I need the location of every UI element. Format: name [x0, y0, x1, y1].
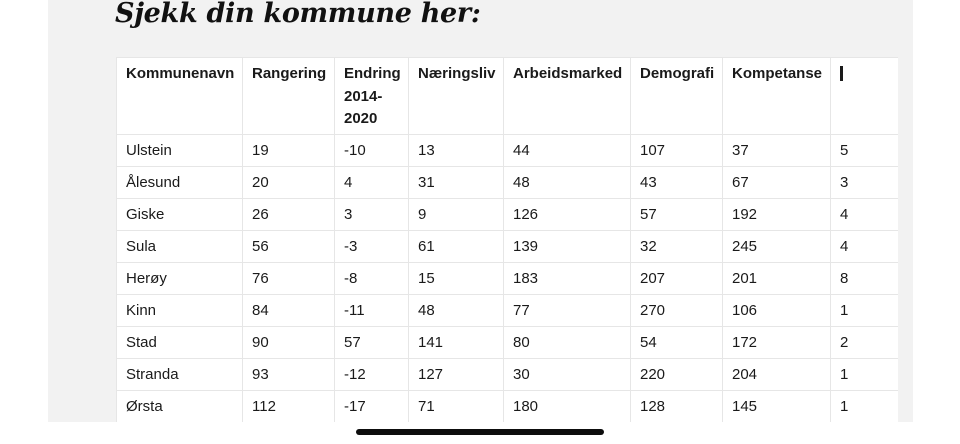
table-cell: 1: [831, 295, 899, 327]
table-cell: 57: [335, 327, 409, 359]
table-cell: 3: [335, 199, 409, 231]
table-row: [117, 263, 899, 295]
table-cell: 20: [243, 167, 335, 199]
table-cell: 9: [409, 199, 504, 231]
table-cell: 76: [243, 263, 335, 295]
table-cell: 192: [723, 199, 831, 231]
table-cell-kommunenavn: Ørsta: [117, 391, 243, 423]
table-cell: 43: [631, 167, 723, 199]
table-cell: 141: [409, 327, 504, 359]
table-cell: 48: [409, 295, 504, 327]
column-header-truncated[interactable]: [831, 58, 899, 135]
column-header-demografi[interactable]: Demografi: [631, 58, 723, 135]
table-cell: 37: [723, 135, 831, 167]
table-row: [117, 295, 899, 327]
table-row: [117, 231, 899, 263]
table-row: [117, 199, 899, 231]
table-cell: -11: [335, 295, 409, 327]
table-cell-kommunenavn: Stranda: [117, 359, 243, 391]
column-header-endring[interactable]: Endring 2014-2020: [335, 58, 409, 135]
table-cell: 31: [409, 167, 504, 199]
table-cell: 172: [723, 327, 831, 359]
table-cell-kommunenavn: Ulstein: [117, 135, 243, 167]
table-scroll-container[interactable]: [116, 57, 898, 422]
table-row: [117, 167, 899, 199]
table-cell: -12: [335, 359, 409, 391]
table-cell: -3: [335, 231, 409, 263]
truncated-header-mark: [840, 66, 843, 81]
table-cell-kommunenavn: Sula: [117, 231, 243, 263]
table-cell: 245: [723, 231, 831, 263]
section-heading: Sjekk din kommune her:: [115, 0, 481, 29]
table-cell: 4: [831, 199, 899, 231]
column-header-arbeidsmarked[interactable]: Arbeidsmarked: [504, 58, 631, 135]
table-cell: 183: [504, 263, 631, 295]
table-cell: 107: [631, 135, 723, 167]
table-cell: 106: [723, 295, 831, 327]
table-cell: 90: [243, 327, 335, 359]
home-indicator-bar[interactable]: [356, 429, 604, 435]
table-cell-kommunenavn: Kinn: [117, 295, 243, 327]
table-cell: 30: [504, 359, 631, 391]
table-cell: 80: [504, 327, 631, 359]
municipality-table: [116, 57, 898, 422]
column-header-rangering[interactable]: Rangering: [243, 58, 335, 135]
table-cell: 48: [504, 167, 631, 199]
table-cell: 201: [723, 263, 831, 295]
table-cell: 1: [831, 359, 899, 391]
table-cell: 19: [243, 135, 335, 167]
table-cell: 145: [723, 391, 831, 423]
table-body: [117, 135, 899, 423]
table-cell: -10: [335, 135, 409, 167]
table-row: [117, 135, 899, 167]
table-cell: 84: [243, 295, 335, 327]
table-cell: 4: [831, 231, 899, 263]
table-cell: 112: [243, 391, 335, 423]
table-cell: 54: [631, 327, 723, 359]
table-cell: 207: [631, 263, 723, 295]
table-row: [117, 359, 899, 391]
table-cell: 180: [504, 391, 631, 423]
table-cell-kommunenavn: Giske: [117, 199, 243, 231]
table-cell: 5: [831, 135, 899, 167]
table-cell: 127: [409, 359, 504, 391]
table-cell: 15: [409, 263, 504, 295]
table-cell: 3: [831, 167, 899, 199]
table-cell: 128: [631, 391, 723, 423]
table-cell-kommunenavn: Ålesund: [117, 167, 243, 199]
table-cell-kommunenavn: Herøy: [117, 263, 243, 295]
table-cell: 204: [723, 359, 831, 391]
table-cell: 2: [831, 327, 899, 359]
table-cell: 270: [631, 295, 723, 327]
table-cell: 32: [631, 231, 723, 263]
table-cell: 93: [243, 359, 335, 391]
table-cell: 126: [504, 199, 631, 231]
article-page: [48, 0, 913, 422]
table-cell: -17: [335, 391, 409, 423]
column-header-kommunenavn[interactable]: Kommunenavn: [117, 58, 243, 135]
table-row: [117, 391, 899, 423]
column-header-naeringsliv[interactable]: Næringsliv: [409, 58, 504, 135]
table-header-row: [117, 58, 899, 135]
table-cell: 4: [335, 167, 409, 199]
table-row: [117, 327, 899, 359]
table-cell: 1: [831, 391, 899, 423]
table-cell: 56: [243, 231, 335, 263]
table-cell: 8: [831, 263, 899, 295]
table-cell: -8: [335, 263, 409, 295]
column-header-kompetanse[interactable]: Kompetanse: [723, 58, 831, 135]
table-cell: 220: [631, 359, 723, 391]
table-cell: 44: [504, 135, 631, 167]
table-cell: 77: [504, 295, 631, 327]
table-cell: 61: [409, 231, 504, 263]
table-cell: 26: [243, 199, 335, 231]
table-cell: 67: [723, 167, 831, 199]
table-cell: 139: [504, 231, 631, 263]
table-cell: 13: [409, 135, 504, 167]
table-cell: 57: [631, 199, 723, 231]
table-cell: 71: [409, 391, 504, 423]
table-cell-kommunenavn: Stad: [117, 327, 243, 359]
